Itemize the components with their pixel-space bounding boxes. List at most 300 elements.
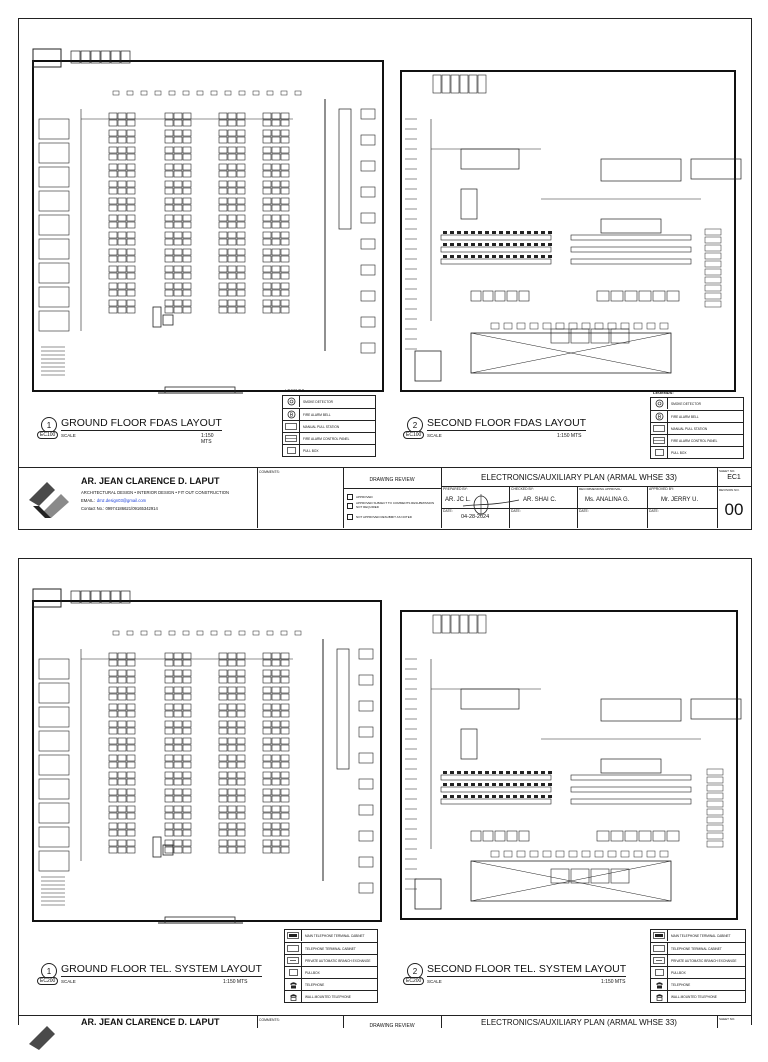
workstation-desk <box>263 232 271 238</box>
workstation-desk <box>165 670 173 676</box>
chair <box>457 783 461 786</box>
workstation-desk <box>281 813 289 819</box>
email-link[interactable]: dmz.design03@gmail.com <box>96 498 147 503</box>
workstation-desk <box>228 738 236 744</box>
office-room <box>39 755 69 775</box>
workstation-desk <box>109 266 117 272</box>
workstation-desk <box>281 847 289 853</box>
workstation-desk <box>109 215 117 221</box>
sheet-reference: EC100 <box>37 431 58 439</box>
workstation-desk <box>263 847 271 853</box>
date-label: DATE: <box>511 509 521 513</box>
workstation-desk <box>183 823 191 829</box>
chair <box>450 255 454 258</box>
drawing-title: SECOND FLOOR FDAS LAYOUT <box>427 417 587 429</box>
workstation-pod <box>495 291 505 301</box>
comments-cell <box>257 1016 344 1028</box>
ceiling-fixture <box>295 631 301 635</box>
workstation-desk <box>237 840 245 846</box>
workstation-desk <box>219 779 227 785</box>
storage-rack <box>705 269 721 275</box>
storage-rack <box>707 841 723 847</box>
conference-table <box>601 759 661 773</box>
chair <box>464 783 468 786</box>
review-cell <box>343 468 442 528</box>
approved-cell <box>647 486 718 528</box>
title-block <box>19 467 751 528</box>
chair <box>478 771 482 774</box>
workstation-desk <box>118 283 126 289</box>
review-option-label: NOT APPROVED RESUBMIT AS NOTED <box>356 515 412 519</box>
workstation-desk <box>281 738 289 744</box>
conference-table <box>461 189 477 219</box>
workstation-desk <box>183 300 191 306</box>
desk-row <box>441 259 551 264</box>
workstation-desk <box>263 653 271 659</box>
legend-row <box>651 990 745 1002</box>
workstation-desk <box>127 154 135 160</box>
workstation-desk <box>219 694 227 700</box>
workstation-desk <box>165 283 173 289</box>
workstation-desk <box>219 847 227 853</box>
legend-label: WALL-MOUNTED TELEPHONE <box>671 994 717 999</box>
workstation-desk <box>491 323 499 329</box>
email-label: EMAIL: <box>81 498 95 503</box>
pull-box-icon <box>283 445 300 456</box>
workstation-desk <box>109 755 117 761</box>
main-cabinet-icon <box>651 930 668 941</box>
workstation-desk <box>595 323 603 329</box>
legend-row <box>283 420 375 432</box>
workstation-desk <box>174 120 182 126</box>
workstation-desk <box>272 789 280 795</box>
exterior-wall <box>33 601 381 921</box>
workstation-pod <box>597 291 609 301</box>
revision-number: 00 <box>724 500 744 519</box>
workstation-desk <box>281 215 289 221</box>
workstation-desk <box>174 670 182 676</box>
desk-row <box>441 235 551 240</box>
workstation-desk <box>165 779 173 785</box>
legend-row <box>285 978 377 990</box>
workstation-desk <box>491 851 499 857</box>
legend-label: PRIVATE AUTOMATIC BRANCH EXCHANGE <box>671 958 737 963</box>
storage-rack <box>705 301 721 307</box>
fdas-legend-2 <box>650 390 744 459</box>
chair <box>548 255 552 258</box>
legend-label: SMOKE DETECTOR <box>671 401 701 406</box>
workstation-desk <box>263 694 271 700</box>
workstation-desk <box>118 779 126 785</box>
chair <box>534 783 538 786</box>
workstation-desk <box>237 120 245 126</box>
firm-name: AR. JEAN CLARENCE D. LAPUT <box>81 476 220 486</box>
workstation-desk <box>281 772 289 778</box>
checkbox-icon[interactable] <box>347 494 353 500</box>
workstation-desk <box>272 154 280 160</box>
sheet-reference: EC100 <box>403 431 424 439</box>
workstation-desk <box>272 283 280 289</box>
workstation-desk <box>165 738 173 744</box>
office-room <box>39 215 69 235</box>
workstation-desk <box>228 789 236 795</box>
workstation-desk <box>237 738 245 744</box>
workstation-pod <box>667 831 679 841</box>
workstation-desk <box>183 738 191 744</box>
workstation-desk <box>183 840 191 846</box>
legend-row <box>651 398 743 409</box>
workstation-desk <box>183 704 191 710</box>
workstation-desk <box>174 222 182 228</box>
chair <box>527 255 531 258</box>
chair <box>499 243 503 246</box>
review-option[interactable] <box>347 502 439 509</box>
svg-text:B: B <box>289 412 293 419</box>
workstation-desk <box>281 745 289 751</box>
drawing-caption-ground-fdas <box>40 417 222 445</box>
second-floor-fdas-plan <box>401 71 741 391</box>
workstation-desk <box>219 198 227 204</box>
workstation-desk <box>165 796 173 802</box>
equipment-box <box>163 315 173 325</box>
chair <box>443 795 447 798</box>
workstation-desk <box>582 323 590 329</box>
workstation-desk <box>228 198 236 204</box>
workstation-desk <box>281 198 289 204</box>
workstation-desk <box>272 823 280 829</box>
chair <box>506 771 510 774</box>
workstation-desk <box>174 677 182 683</box>
workstation-pod <box>495 831 505 841</box>
drawing-number: 1 <box>41 963 57 979</box>
workstation-desk <box>272 137 280 143</box>
workstation-desk <box>237 249 245 255</box>
legend-row <box>651 410 743 422</box>
workstation-desk <box>183 755 191 761</box>
ceiling-fixture <box>113 631 119 635</box>
svg-text:B: B <box>657 414 661 421</box>
workstation-desk <box>237 670 245 676</box>
workstation-desk <box>118 847 126 853</box>
scale-label: SCALE <box>61 433 76 438</box>
chair <box>443 255 447 258</box>
workstation-desk <box>183 762 191 768</box>
workstation-desk <box>118 738 126 744</box>
workstation-desk <box>118 755 126 761</box>
workstation-desk <box>109 300 117 306</box>
ceiling-fixture <box>141 91 147 95</box>
workstation-desk <box>237 721 245 727</box>
chair <box>464 795 468 798</box>
workstation-desk <box>647 851 655 857</box>
workstation-desk <box>228 721 236 727</box>
approved-value: Mr. JERRY U. <box>661 497 699 503</box>
workstation-desk <box>569 323 577 329</box>
workstation-desk <box>281 181 289 187</box>
workstation-desk <box>272 113 280 119</box>
workstation-desk <box>237 779 245 785</box>
workstation-desk <box>165 256 173 262</box>
workstation-desk <box>281 823 289 829</box>
storage-rack <box>705 229 721 235</box>
workstation-desk <box>109 660 117 666</box>
workstation-desk <box>237 222 245 228</box>
telephone-icon <box>285 979 302 990</box>
firm-logo <box>25 478 71 518</box>
workstation-desk <box>228 164 236 170</box>
workstation-desk <box>165 290 173 296</box>
workstation-pod <box>611 831 623 841</box>
workstation-desk <box>263 830 271 836</box>
ground-floor-tel-plan <box>33 589 381 923</box>
workstation-desk <box>219 256 227 262</box>
legend-row <box>651 966 745 978</box>
side-room <box>359 675 373 685</box>
workstation-desk <box>165 215 173 221</box>
workstation-desk <box>281 113 289 119</box>
workstation-desk <box>281 704 289 710</box>
prepared-label: PREPARED BY: <box>443 487 468 491</box>
side-room <box>361 265 375 275</box>
workstation-desk <box>237 215 245 221</box>
workstation-desk <box>183 307 191 313</box>
storage-rack <box>705 277 721 283</box>
workstation-desk <box>118 113 126 119</box>
toilet-stall <box>442 615 450 633</box>
workstation-desk <box>281 806 289 812</box>
workstation-desk <box>621 323 629 329</box>
legend-label: MANUAL PULL STATION <box>303 424 340 429</box>
workstation-desk <box>237 198 245 204</box>
workstation-desk <box>118 694 126 700</box>
workstation-desk <box>219 154 227 160</box>
workstation-desk <box>183 806 191 812</box>
stair-core <box>415 351 441 381</box>
office-room <box>39 287 69 307</box>
workstation-desk <box>228 239 236 245</box>
workstation-desk <box>272 670 280 676</box>
workstation-desk <box>281 130 289 136</box>
legend-label: MAIN TELEPHONE TERMINAL CABINET <box>671 933 731 938</box>
workstation-desk <box>237 130 245 136</box>
workstation-pod <box>611 329 629 343</box>
workstation-desk <box>237 694 245 700</box>
workstation-desk <box>174 772 182 778</box>
workstation-desk <box>281 256 289 262</box>
workstation-desk <box>118 137 126 143</box>
prepared-value: AR. JC L. <box>445 497 471 503</box>
workstation-desk <box>228 823 236 829</box>
workstation-desk <box>183 660 191 666</box>
workstation-desk <box>183 779 191 785</box>
workstation-desk <box>118 130 126 136</box>
chair <box>520 771 524 774</box>
ceiling-fixture <box>267 91 273 95</box>
workstation-desk <box>183 181 191 187</box>
chair <box>457 243 461 246</box>
checkbox-icon[interactable] <box>347 503 353 509</box>
workstation-desk <box>219 222 227 228</box>
office-room <box>39 239 69 259</box>
workstation-desk <box>281 232 289 238</box>
workstation-desk <box>272 704 280 710</box>
workstation-pod <box>591 329 609 343</box>
workstation-desk <box>127 653 135 659</box>
chair <box>471 255 475 258</box>
workstation-desk <box>174 813 182 819</box>
workstation-desk <box>228 130 236 136</box>
legend-label: PRIVATE AUTOMATIC BRANCH EXCHANGE <box>305 958 371 963</box>
workstation-desk <box>237 300 245 306</box>
workstation-desk <box>174 273 182 279</box>
workstation-desk <box>109 256 117 262</box>
ceiling-fixture <box>225 91 231 95</box>
workstation-desk <box>174 762 182 768</box>
workstation-desk <box>109 772 117 778</box>
drawing-caption-second-tel <box>406 963 627 985</box>
sheet-reference: EC200 <box>403 977 424 985</box>
workstation-desk <box>237 813 245 819</box>
review-option[interactable] <box>347 514 412 520</box>
ceiling-fixture <box>113 91 119 95</box>
workstation-desk <box>165 273 173 279</box>
workstation-desk <box>183 721 191 727</box>
workstation-desk <box>228 307 236 313</box>
storage-rack <box>337 649 349 769</box>
second-floor-tel-plan <box>401 611 741 919</box>
workstation-desk <box>219 205 227 211</box>
workstation-desk <box>183 239 191 245</box>
office-room <box>39 803 69 823</box>
workstation-desk <box>219 660 227 666</box>
workstation-desk <box>263 789 271 795</box>
workstation-desk <box>228 779 236 785</box>
toilet-stall <box>451 615 459 633</box>
workstation-desk <box>219 164 227 170</box>
workstation-desk <box>165 813 173 819</box>
workstation-desk <box>263 721 271 727</box>
workstation-desk <box>237 307 245 313</box>
workstation-desk <box>272 755 280 761</box>
workstation-desk <box>281 721 289 727</box>
alarm-bell-icon <box>651 411 668 422</box>
storage-rack <box>705 261 721 267</box>
chair <box>492 783 496 786</box>
workstation-desk <box>219 789 227 795</box>
workstation-desk <box>118 745 126 751</box>
sheet-number-cell <box>717 468 751 528</box>
chair <box>485 231 489 234</box>
workstation-desk <box>127 711 135 717</box>
workstation-desk <box>219 755 227 761</box>
workstation-pod <box>597 831 609 841</box>
workstation-desk <box>174 171 182 177</box>
workstation-desk <box>109 796 117 802</box>
exterior-wall <box>33 61 383 391</box>
legend-label: TELEPHONE <box>305 982 325 987</box>
workstation-pod <box>667 291 679 301</box>
workstation-desk <box>183 796 191 802</box>
chair <box>513 255 517 258</box>
chair <box>520 795 524 798</box>
workstation-desk <box>228 694 236 700</box>
office-room <box>39 779 69 799</box>
workstation-desk <box>272 728 280 734</box>
workstation-desk <box>118 677 126 683</box>
workstation-desk <box>174 266 182 272</box>
workstation-desk <box>263 779 271 785</box>
comments-cell <box>257 468 344 528</box>
firm-email-row <box>81 498 146 503</box>
chair <box>478 231 482 234</box>
scale-label: SCALE <box>427 979 442 984</box>
chair <box>492 771 496 774</box>
legend-label: WALL-MOUNTED TELEPHONE <box>305 994 351 999</box>
checkbox-icon[interactable] <box>347 514 353 520</box>
workstation-desk <box>165 694 173 700</box>
toilet-stall <box>478 615 486 633</box>
toilet-stall <box>442 75 450 93</box>
drawing-number: 2 <box>407 417 423 433</box>
workstation-desk <box>517 851 525 857</box>
chair <box>520 255 524 258</box>
workstation-desk <box>109 113 117 119</box>
workstation-desk <box>174 215 182 221</box>
workstation-desk <box>281 290 289 296</box>
legend-row <box>283 444 375 456</box>
review-option[interactable] <box>347 494 373 500</box>
workstation-desk <box>127 307 135 313</box>
workstation-desk <box>272 677 280 683</box>
workstation-desk <box>183 772 191 778</box>
chair <box>548 231 552 234</box>
chair <box>548 771 552 774</box>
title-block-partial <box>19 1015 751 1028</box>
workstation-desk <box>263 188 271 194</box>
workstation-desk <box>118 721 126 727</box>
workstation-desk <box>118 823 126 829</box>
ceiling-fixture <box>239 631 245 635</box>
workstation-desk <box>118 154 126 160</box>
tel-legend <box>284 929 378 1003</box>
workstation-desk <box>165 266 173 272</box>
chair <box>450 231 454 234</box>
workstation-desk <box>127 762 135 768</box>
workstation-desk <box>127 164 135 170</box>
pull-station-icon <box>651 423 668 434</box>
workstation-desk <box>183 120 191 126</box>
legend-label: MAIN TELEPHONE TERMINAL CABINET <box>305 933 365 938</box>
stair-core <box>33 589 61 607</box>
workstation-desk <box>263 266 271 272</box>
chair <box>478 255 482 258</box>
workstation-desk <box>183 694 191 700</box>
chair <box>506 783 510 786</box>
conference-table <box>461 689 519 709</box>
workstation-desk <box>109 205 117 211</box>
workstation-desk <box>281 171 289 177</box>
workstation-desk <box>272 721 280 727</box>
approved-label: APPROVED BY: <box>649 487 675 491</box>
date-label: DATE: <box>443 509 453 513</box>
chair <box>527 771 531 774</box>
workstation-desk <box>272 813 280 819</box>
workstation-desk <box>165 721 173 727</box>
date-value: 04-28-2024 <box>461 514 490 520</box>
sheet-no-label: SHEET NO. <box>719 469 736 473</box>
chair <box>492 795 496 798</box>
legend-row <box>651 942 745 954</box>
